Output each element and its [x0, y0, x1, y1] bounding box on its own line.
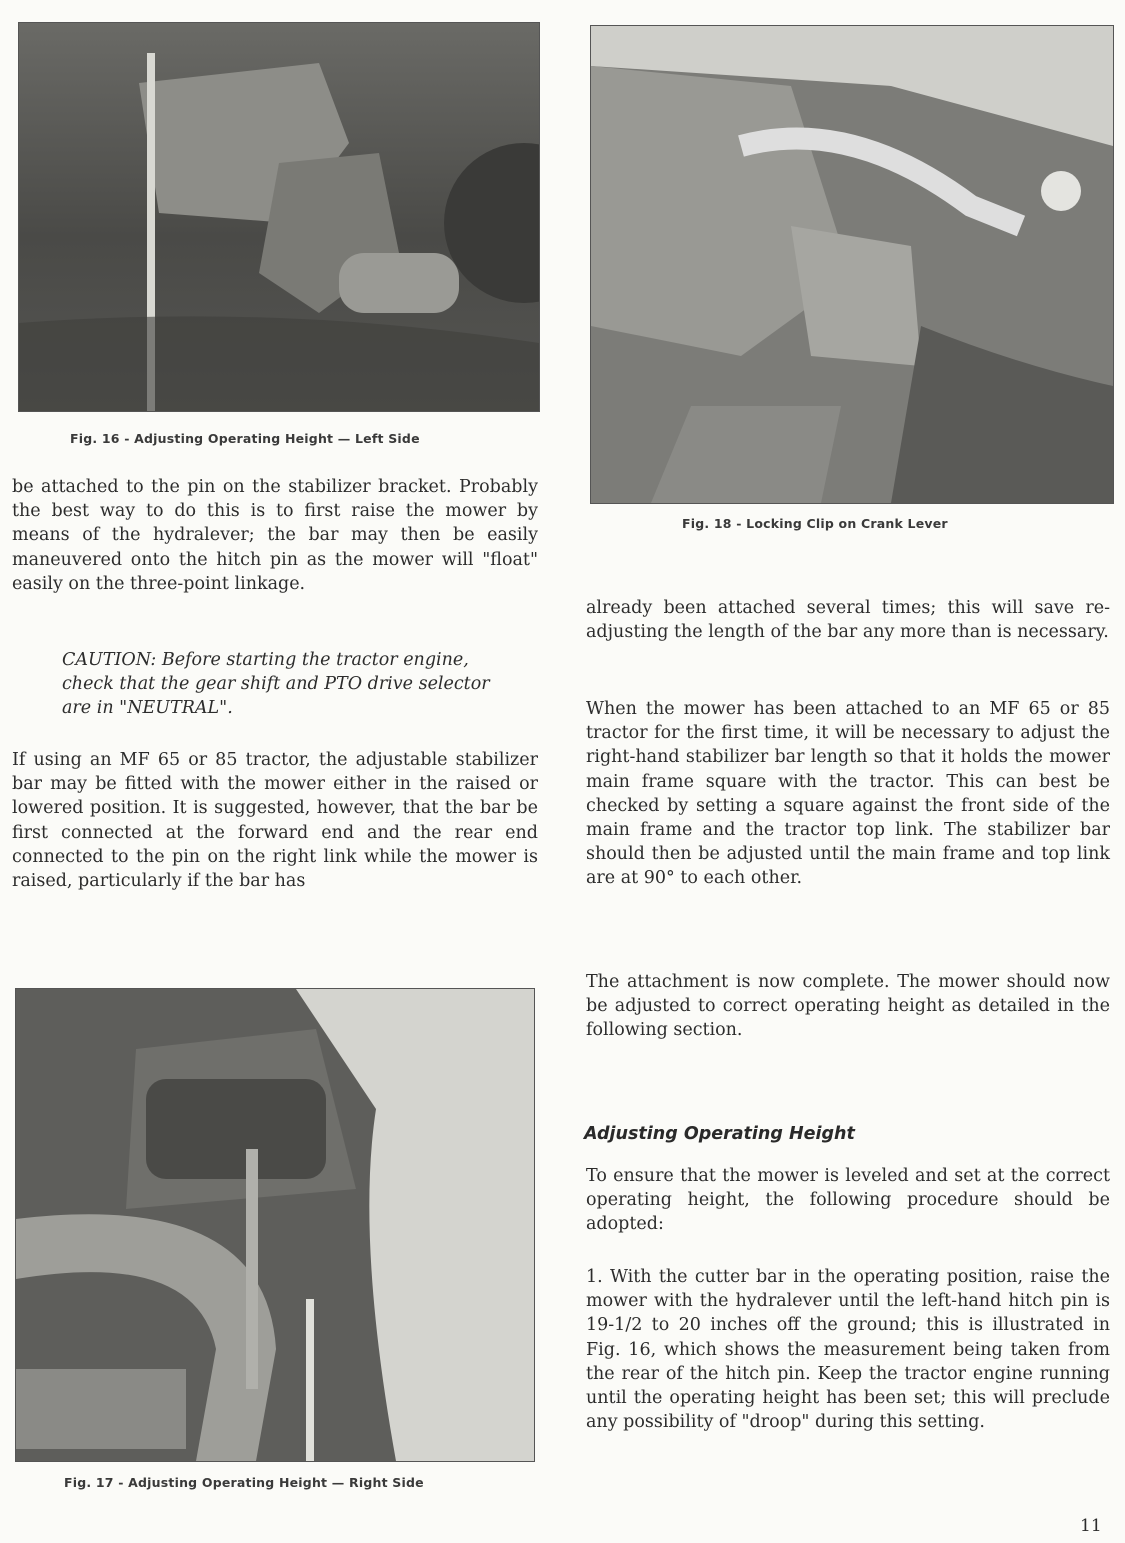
fig18-caption: Fig. 18 - Locking Clip on Crank Lever: [682, 516, 948, 531]
fig17-photo: [15, 988, 535, 1462]
fig16-caption: Fig. 16 - Adjusting Operating Height — Left Side: [70, 431, 420, 446]
left-paragraph-2: If using an MF 65 or 85 tractor, the adjustable stabilizer bar may be fitted with the mower either in the raised or lowered position. It is suggested, however, that the bar be first connected at the forward end and the rear end connected to the pin on the right link while the mower is raised, particularly if the bar has: [12, 750, 538, 892]
right-paragraph-5: 1. With the cutter bar in the operating position, raise the mower with the hydralever until the left-hand hitch pin is 19-1/2 to 20 inches off the ground; this is illustrated in Fig. 16, which shows the measurement being taken from the rear of the hitch pin. Keep the tractor engine running until the operating height has been set; this will preclude any possibility of "droop" during this setting.: [586, 1267, 1110, 1433]
right-paragraph-1: already been attached several times; this will save re-adjusting the length of the bar any more than is necessary.: [586, 598, 1110, 643]
page-number: 11: [1080, 1516, 1102, 1536]
right-paragraph-3: The attachment is now complete. The mower should now be adjusted to correct operating height as detailed in the following section.: [586, 972, 1110, 1041]
fig18-photo: [590, 25, 1114, 504]
right-paragraph-4: To ensure that the mower is leveled and set at the correct operating height, the following procedure should be adopted:: [586, 1166, 1110, 1235]
caution-note: CAUTION: Before starting the tractor engine, check that the gear shift and PTO drive selector are in "NEUTRAL".: [62, 650, 490, 719]
right-paragraph-2: When the mower has been attached to an MF 65 or 85 tractor for the first time, it will be necessary to adjust the right-hand stabilizer bar length so that it holds the mower main frame square with the tractor. This can best be checked by setting a square against the front side of the main frame and the tractor top link. The stabilizer bar should then be adjusted until the main frame and top link are at 90° to each other.: [586, 699, 1110, 889]
fig17-caption: Fig. 17 - Adjusting Operating Height — Right Side: [64, 1475, 424, 1490]
section-heading: Adjusting Operating Height: [584, 1124, 855, 1144]
left-paragraph-1: be attached to the pin on the stabilizer bracket. Probably the best way to do this is to first raise the mower by means of the hydralever; the bar may then be easily maneuvered onto the hitch pin as the mower will "float" easily on the three-point linkage.: [12, 477, 538, 594]
fig16-photo: [18, 22, 540, 412]
